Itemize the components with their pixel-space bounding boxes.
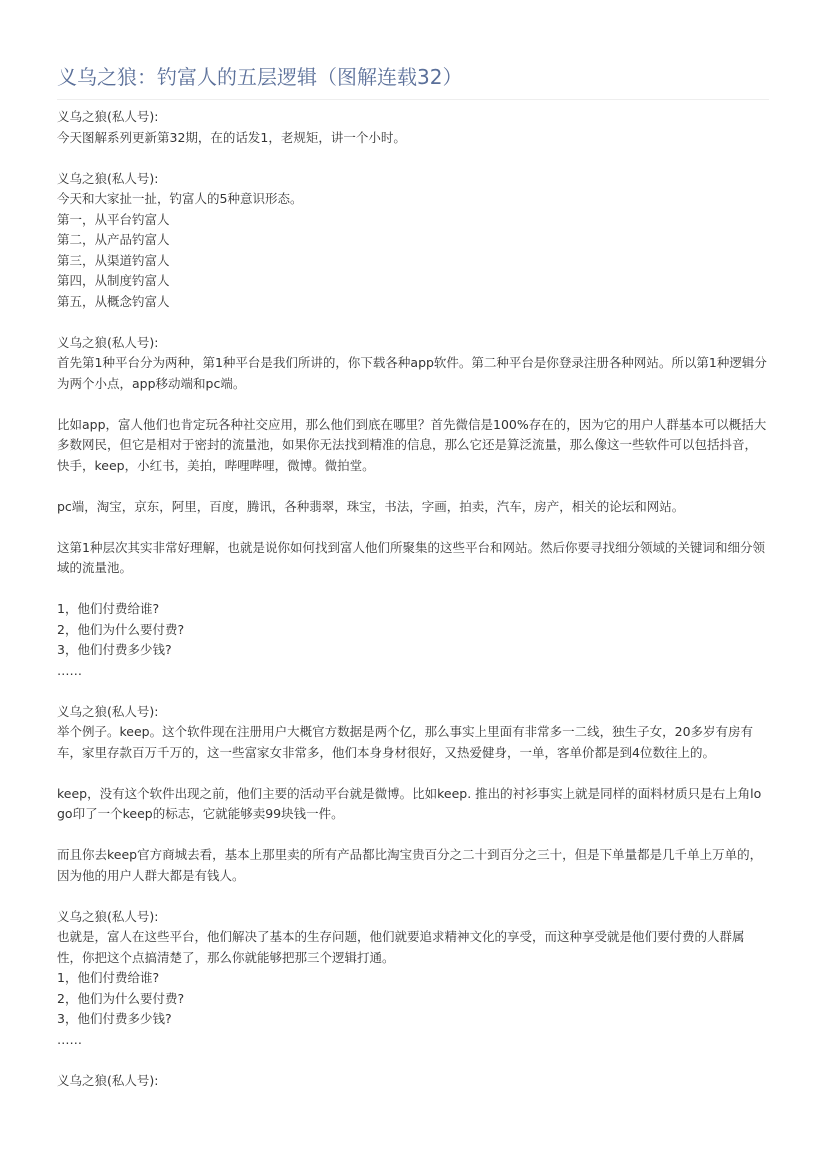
paragraph: 比如app，富人他们也肯定玩各种社交应用，那么他们到底在哪里？首先微信是100%存在的，因为它的用户人群基本可以概括大多数网民，但它是相对于密封的流量池，如果你无法找到精准的信息，那么它还是算泛流量，那么像这一些软件可以包括抖音，快手，keep，小红书，美拍，哔哩哔哩，微博。微拍堂。: [57, 416, 767, 473]
paragraph: 举个例子。keep。这个软件现在注册用户大概官方数据是两个亿，那么事实上里面有非常多一二线，独生子女，20多岁有房有车，家里存款百万千万的，这一些富家女非常多，他们本身身材很好，又热爱健身，一单，客单价都是到4位数往上的。: [57, 724, 754, 760]
speaker-label: 义乌之狼(私人号):: [57, 703, 159, 719]
speaker-label: 义乌之狼(私人号):: [57, 109, 159, 124]
paragraph: 而且你去keep官方商城去看，基本上那里卖的所有产品都比淘宝贵百分之二十到百分之三十，但是下单量都是几千单上万单的，因为他的用户人群大都是有钱人。: [57, 847, 763, 883]
text-line: ……: [57, 662, 82, 678]
paragraph-spacer: [57, 886, 769, 907]
article-body: [57, 107, 769, 1091]
paragraph-spacer: [57, 579, 769, 600]
paragraph-spacer: [57, 312, 769, 333]
paragraph-spacer: [57, 476, 769, 497]
text-line: 3，他们付费多少钱?: [57, 1011, 172, 1026]
paragraph: keep，没有这个软件出现之前，他们主要的活动平台就是微博。比如keep. 推出的衬衫事实上就是同样的面料材质只是右上角logo印了一个keep的标志，它就能够卖99块钱一件。: [57, 785, 762, 821]
text-line: ……: [57, 1031, 82, 1047]
paragraph-spacer: [57, 148, 769, 169]
speaker-label: 义乌之狼(私人号):: [57, 908, 159, 924]
text-line: 今天图解系列更新第32期，在的话发1，老规矩，讲一个小时。: [57, 129, 406, 145]
paragraph: 也就是，富人在这些平台，他们解决了基本的生存问题，他们就要追求精神文化的享受，而这种享受就是他们要付费的人群属性，你把这个点搞清楚了，那么你就能够把那三个逻辑打通。: [57, 929, 745, 965]
article: [57, 62, 769, 1091]
text-line: 今天和大家扯一扯，钓富人的5种意识形态。: [57, 191, 303, 206]
paragraph: 首先第1种平台分为两种，第1种平台是我们所讲的，你下载各种app软件。第二种平台是你登录注册各种网站。所以第1种逻辑分为两个小点，app移动端和pc端。: [57, 355, 767, 391]
speaker-label: 义乌之狼(私人号):: [57, 334, 159, 350]
paragraph: 这第1种层次其实非常好理解，也就是说你如何找到富人他们所聚集的这些平台和网站。然后你要寻找细分领域的关键词和细分领域的流量池。: [57, 539, 765, 575]
text-line: 第五，从概念钓富人: [57, 293, 170, 309]
article-title: 义乌之狼：钓富人的五层逻辑（图解连载32）: [57, 62, 769, 100]
text-line: 1，他们付费给谁?: [57, 970, 160, 985]
paragraph-spacer: [57, 763, 769, 784]
paragraph-spacer: [57, 1050, 769, 1071]
text-line: 2，他们为什么要付费?: [57, 621, 185, 637]
text-line: 第四，从制度钓富人: [57, 273, 170, 288]
paragraph-spacer: [57, 681, 769, 702]
paragraph-spacer: [57, 825, 769, 846]
text-line: 第三，从渠道钓富人: [57, 252, 170, 268]
speaker-label: 义乌之狼(私人号):: [57, 1072, 159, 1088]
paragraph-spacer: [57, 517, 769, 538]
text-line: pc端，淘宝，京东，阿里，百度，腾讯，各种翡翠，珠宝，书法，字画，拍卖，汽车，房产，相关的论坛和网站。: [57, 498, 685, 514]
speaker-label: 义乌之狼(私人号):: [57, 170, 159, 186]
text-line: 2，他们为什么要付费?: [57, 990, 185, 1006]
text-line: 第二，从产品钓富人: [57, 232, 170, 247]
text-line: 3，他们付费多少钱?: [57, 642, 172, 657]
paragraph-spacer: [57, 394, 769, 415]
text-line: 1，他们付费给谁?: [57, 601, 160, 616]
text-line: 第一，从平台钓富人: [57, 211, 170, 227]
